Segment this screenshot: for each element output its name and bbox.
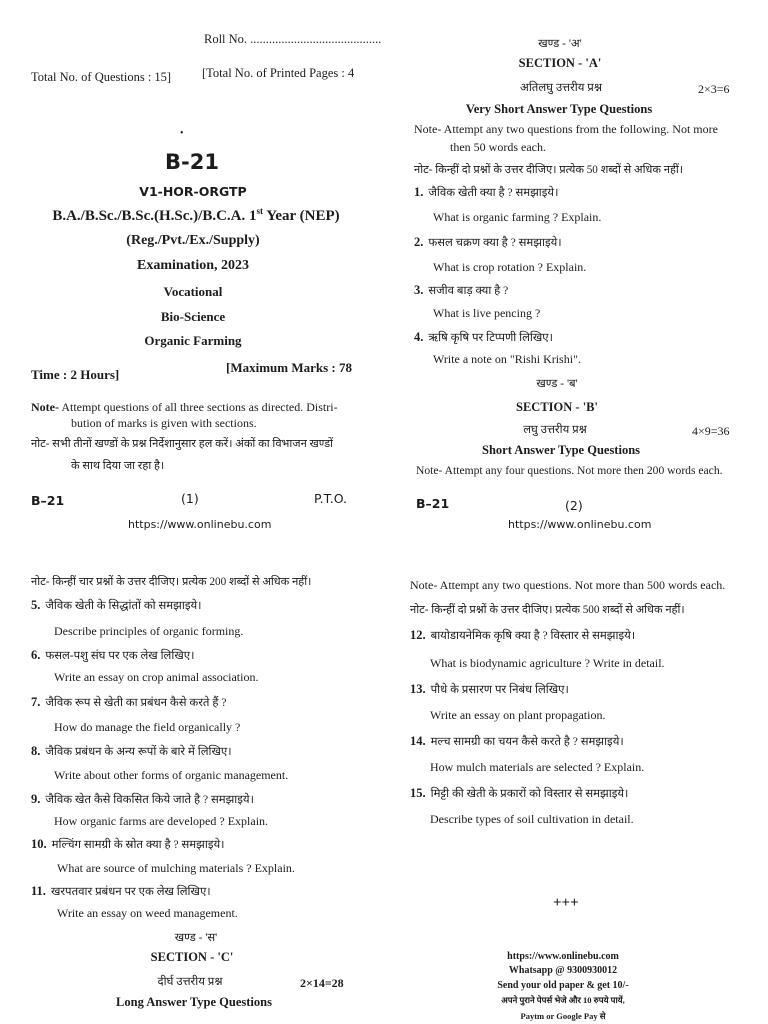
section-c-marks: 2×14=28 — [300, 976, 344, 990]
question-12-hindi: 12. बायोडायनेमिक कृषि क्या है ? विस्तार से समझाइये। — [410, 628, 636, 642]
question-9-hindi: 9. जैविक खेत कैसे विकसित किये जाते है ? समझाइये। — [31, 792, 254, 806]
question-11-english: Write an essay on weed management. — [57, 906, 238, 920]
section-b-heading: SECTION - 'B' — [516, 400, 598, 414]
question-6-hindi: 6. फसल-पशु संघ पर एक लेख लिखिए। — [31, 648, 195, 662]
section-c-type: Long Answer Type Questions — [116, 995, 272, 1009]
section-c-heading: SECTION - 'C' — [150, 950, 234, 964]
promo-url: https://www.onlinebu.com — [507, 951, 619, 962]
question-11-hindi: 11. खरपतवार प्रबंधन पर एक लेख लिखिए। — [31, 884, 211, 898]
footer-page-number: (2) — [565, 498, 583, 513]
exam-type: (Reg./Pvt./Ex./Supply) — [126, 233, 260, 248]
question-13-hindi: 13. पौधे के प्रसारण पर निबंध लिखिए। — [410, 682, 569, 696]
khand-b: खण्ड - 'ब' — [536, 378, 578, 390]
question-1-english: What is organic farming ? Explain. — [433, 210, 602, 224]
footer-code: B–21 — [31, 493, 65, 508]
question-15-english: Describe types of soil cultivation in detail. — [430, 812, 634, 826]
question-7-english: How do manage the field organically ? — [54, 720, 241, 734]
section-b-note: Note- Attempt any four questions. Not more then 200 words each. — [416, 464, 723, 477]
question-1-hindi: 1. जैविक खेती क्या है ? समझाइये। — [414, 185, 559, 199]
question-6-english: Write an essay on crop animal association. — [54, 670, 259, 684]
question-8-english: Write about other forms of organic management. — [54, 768, 289, 782]
time-allowed: Time : 2 Hours] — [31, 367, 120, 382]
question-5-english: Describe principles of organic forming. — [54, 624, 244, 638]
khand-c: खण्ड - 'स' — [174, 932, 218, 944]
roll-no: Roll No. .......................................... — [204, 32, 382, 46]
exam-year: Examination, 2023 — [136, 258, 250, 273]
question-13-english: Write an essay on plant propagation. — [430, 708, 606, 722]
question-15-hindi: 15. मिट्टी की खेती के प्रकारों को विस्तार से समझाइये। — [410, 786, 629, 800]
total-questions: Total No. of Questions : 15] — [31, 70, 172, 84]
question-3-english: What is live pencing ? — [433, 306, 541, 320]
question-14-hindi: 14. मल्च सामग्री का चयन कैसे करते है ? समझाइये। — [410, 734, 624, 748]
footer-page-number: (1) — [181, 491, 199, 506]
section-a-type: Very Short Answer Type Questions — [465, 102, 653, 116]
end-mark: +++ — [553, 895, 579, 911]
general-note: Note- Attempt questions of all three sections as directed. Distri- — [31, 400, 338, 414]
question-10-hindi: 10. मल्चिंग सामग्री के स्रोत क्या है ? समझाइये। — [31, 837, 225, 851]
section-b-hindi-type: लघु उत्तरीय प्रश्न — [523, 424, 587, 436]
subject-vocational: Vocational — [163, 284, 223, 299]
promo-send-paper: Send your old paper & get 10/- — [497, 980, 629, 991]
footer-url: https://www.onlinebu.com — [128, 518, 272, 531]
question-14-english: How mulch materials are selected ? Explain. — [430, 760, 645, 774]
question-3-hindi: 3. सजीव बाड़ क्या है ? — [414, 283, 509, 297]
dot-mark: • — [180, 128, 184, 139]
question-12-english: What is biodynamic agriculture ? Write in detail. — [430, 656, 665, 670]
section-b-hindi-note: नोट- किन्हीं चार प्रश्नों के उत्तर दीजिए। प्रत्येक 200 शब्दों से अधिक नहीं। — [31, 576, 312, 588]
question-7-hindi: 7. जैविक रूप से खेती का प्रबंधन कैसे करते हैं ? — [31, 695, 227, 709]
section-a-hindi-note: नोट- किन्हीं दो प्रश्नों के उत्तर दीजिए। प्रत्येक 50 शब्दों से अधिक नहीं। — [414, 164, 684, 176]
question-2-english: What is crop rotation ? Explain. — [433, 260, 587, 274]
section-c-hindi-type: दीर्घ उत्तरीय प्रश्न — [157, 976, 223, 988]
footer-pto: P.T.O. — [314, 491, 347, 506]
footer-url: https://www.onlinebu.com — [508, 518, 652, 531]
paper-subcode: V1-HOR-ORGTP — [139, 184, 247, 199]
paper-code: B-21 — [165, 150, 219, 174]
subject-bioscience: Bio-Science — [160, 309, 226, 324]
promo-hindi: अपने पुराने पेपर्स भेजे और 10 रुपये पायें, — [501, 995, 625, 1005]
course-title: B.A./B.Sc./B.Sc.(H.Sc.)/B.C.A. 1st Year (NEP) — [52, 206, 340, 224]
question-4-hindi: 4. ऋषि कृषि पर टिप्पणी लिखिए। — [414, 330, 554, 344]
section-a-note: Note- Attempt any two questions from the following. Not more — [414, 122, 718, 136]
promo-whatsapp: Whatsapp @ 9300930012 — [508, 965, 618, 976]
hindi-general-note-cont: के साथ दिया जा रहा है। — [71, 460, 165, 472]
footer-code: B–21 — [416, 496, 450, 511]
question-8-hindi: 8. जैविक प्रबंधन के अन्य रूपों के बारे में लिखिए। — [31, 744, 232, 758]
question-5-hindi: 5. जैविक खेती के सिद्धांतों को समझाइये। — [31, 598, 202, 612]
promo-payment: Paytm or Google Pay से — [520, 1011, 606, 1021]
question-2-hindi: 2. फसल चक्रण क्या है ? समझाइये। — [414, 235, 562, 249]
question-9-english: How organic farms are developed ? Explain. — [54, 814, 269, 828]
general-note-cont: bution of marks is given with sections. — [71, 416, 257, 430]
section-a-hindi-type: अतिलघु उत्तरीय प्रश्न — [520, 82, 602, 94]
section-a-heading: SECTION - 'A' — [518, 56, 602, 70]
section-b-type: Short Answer Type Questions — [481, 443, 641, 457]
section-c-hindi-note: नोट- किन्हीं दो प्रश्नों के उत्तर दीजिए। प्रत्येक 500 शब्दों से अधिक नहीं। — [410, 604, 685, 616]
hindi-general-note: नोट- सभी तीनों खण्डों के प्रश्न निर्देशानुसार हल करें। अंकों का विभाजन खण्डों — [31, 438, 333, 450]
question-4-english: Write a note on "Rishi Krishi". — [433, 352, 581, 366]
section-a-marks: 2×3=6 — [698, 82, 730, 96]
paper-name: Organic Farming — [144, 333, 242, 348]
question-10-english: What are source of mulching materials ? Explain. — [57, 861, 295, 875]
section-b-marks: 4×9=36 — [692, 424, 730, 438]
total-pages: [Total No. of Printed Pages : 4 — [202, 66, 355, 80]
section-a-note-cont: then 50 words each. — [450, 140, 546, 154]
khand-a: खण्ड - 'अ' — [538, 38, 582, 50]
maximum-marks: [Maximum Marks : 78 — [226, 360, 353, 375]
section-c-note: Note- Attempt any two questions. Not more than 500 words each. — [410, 578, 726, 592]
